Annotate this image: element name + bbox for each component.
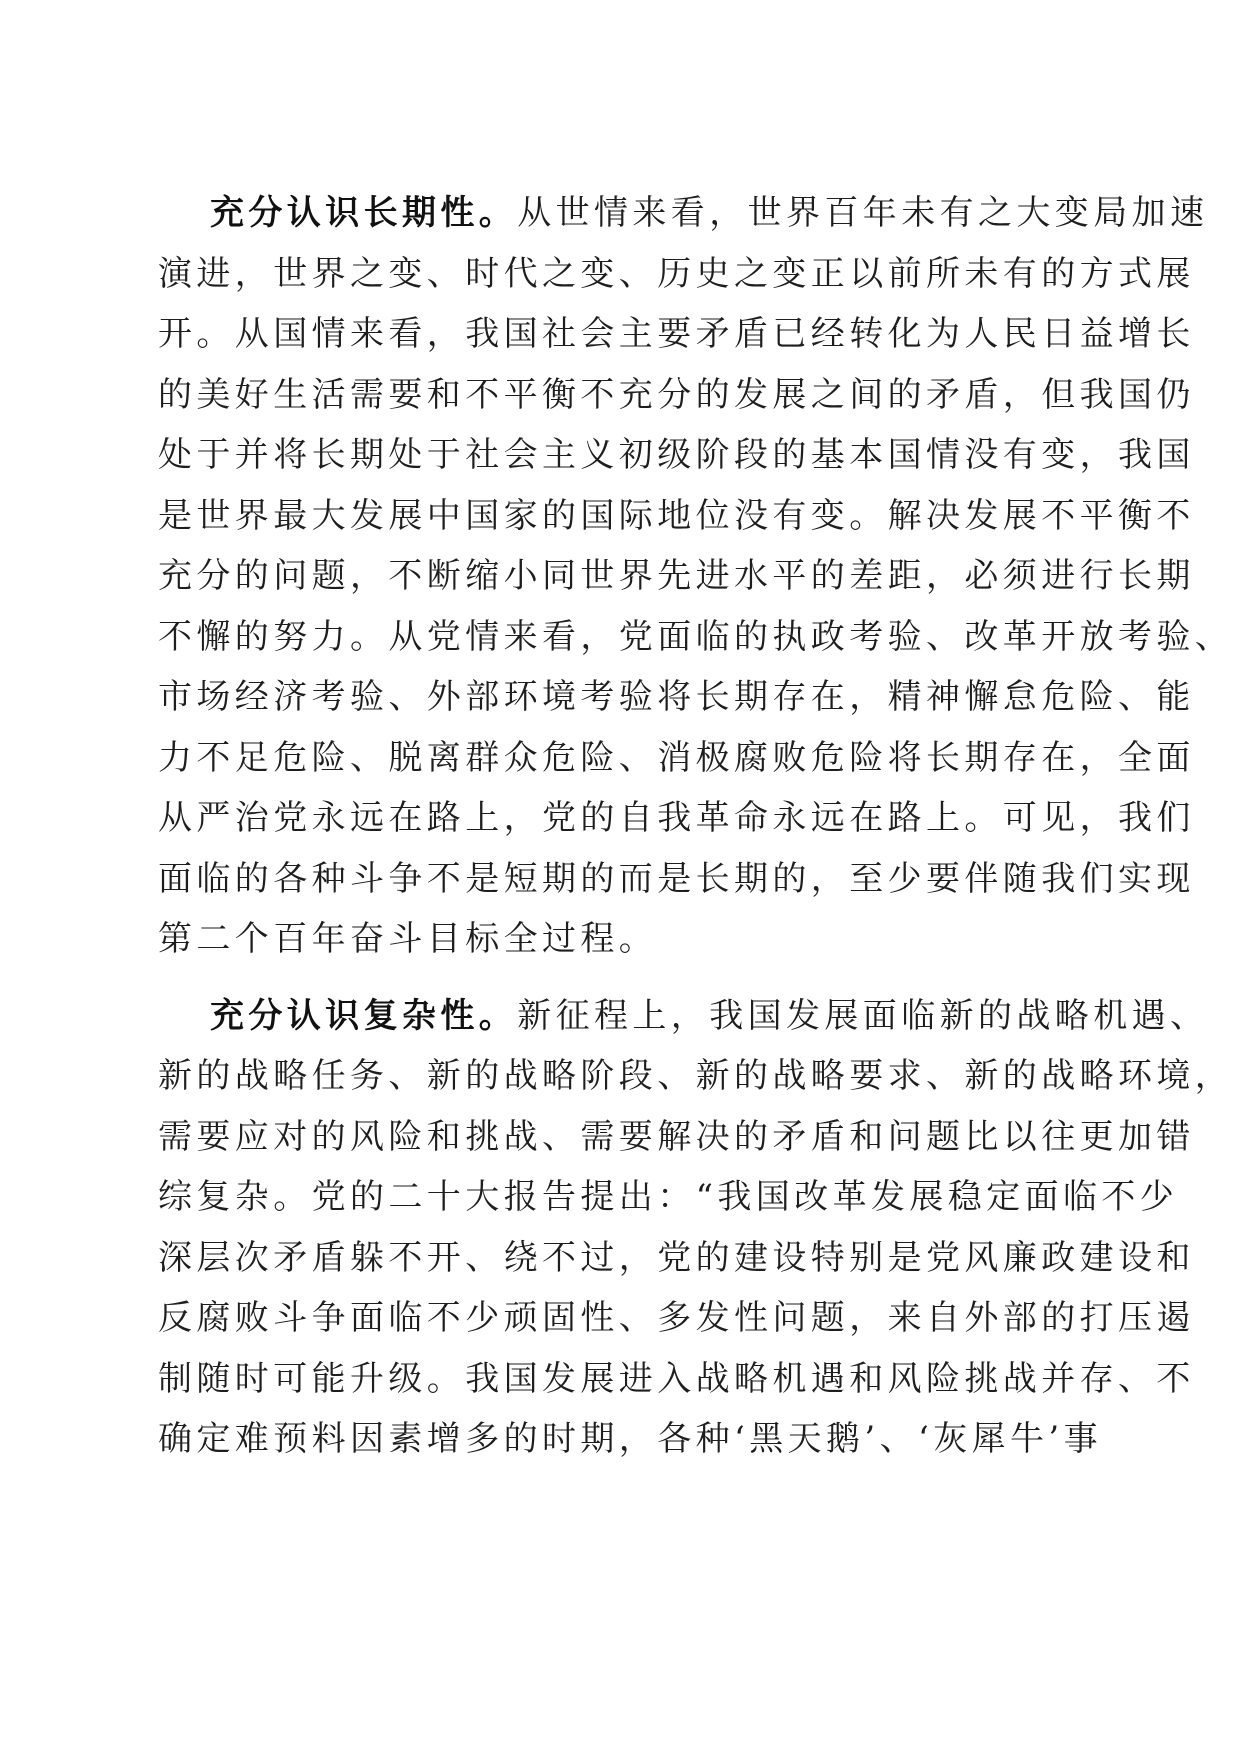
paragraph-2-heading: 充分认识复杂性。 [210,995,518,1036]
paragraph-1-line: 力不足危险、脱离群众危险、消极腐败危险将长期存在，全面 [158,737,1195,778]
paragraph-1-line: 开。从国情来看，我国社会主要矛盾已经转化为人民日益增长 [158,314,1195,354]
paragraph-2-text: 新征程上，我国发展面临新的战略机遇、 [517,995,1209,1036]
paragraph-1-text: 从世情来看，世界百年未有之大变局加速 [517,193,1209,233]
paragraph-1-line-1 [158,183,1209,244]
paragraph-2-line: 新的战略任务、新的战略阶段、新的战略要求、新的战略环境， [158,1056,1234,1096]
paragraph-2-line: 反腐败斗争面临不少顽固性、多发性问题，来自外部的打压遏 [158,1298,1195,1338]
paragraph-1-line: 演进，世界之变、时代之变、历史之变正以前所未有的方式展 [158,253,1195,294]
paragraph-1-line: 面临的各种斗争不是短期的而是长期的，至少要伴随我们实现 [158,858,1195,899]
paragraph-2-line: 制随时可能升级。我国发展进入战略机遇和风险挑战并存、不 [158,1358,1195,1399]
paragraph-1-line: 充分的问题，不断缩小同世界先进水平的差距，必须进行长期 [158,556,1195,596]
paragraph-2-line: 确定难预料因素增多的时期，各种‘黑天鹅’、‘灰犀牛’事 [158,1419,1103,1459]
paragraph-1-line: 市场经济考验、外部环境考验将长期存在，精神懈怠危险、能 [158,677,1195,717]
document-body [158,183,1234,1470]
paragraph-1-line: 不懈的努力。从党情来看，党面临的执政考验、改革开放考验、 [158,616,1234,657]
paragraph-1-line: 的美好生活需要和不平衡不充分的发展之间的矛盾，但我国仍 [158,374,1195,415]
paragraph-2-line: 需要应对的风险和挑战、需要解决的矛盾和问题比以往更加错 [158,1116,1195,1157]
paragraph-1-line: 从严治党永远在路上，党的自我革命永远在路上。可见，我们 [158,798,1195,838]
paragraph-1-line: 是世界最大发展中国家的国际地位没有变。解决发展不平衡不 [158,495,1195,536]
paragraph-1-line: 第二个百年奋斗目标全过程。 [158,919,658,959]
paragraph-1-heading: 充分认识长期性。 [210,193,518,233]
paragraph-spacer [158,970,1078,986]
paragraph-2-line: 综复杂。党的二十大报告提出：“我国改革发展稳定面临不少 [158,1177,1179,1217]
paragraph-1-line: 处于并将长期处于社会主义初级阶段的基本国情没有变，我国 [158,435,1195,475]
paragraph-2-line-1 [158,986,1209,1047]
paragraph-2-line: 深层次矛盾躲不开、绕不过，党的建设特别是党风廉政建设和 [158,1237,1195,1278]
